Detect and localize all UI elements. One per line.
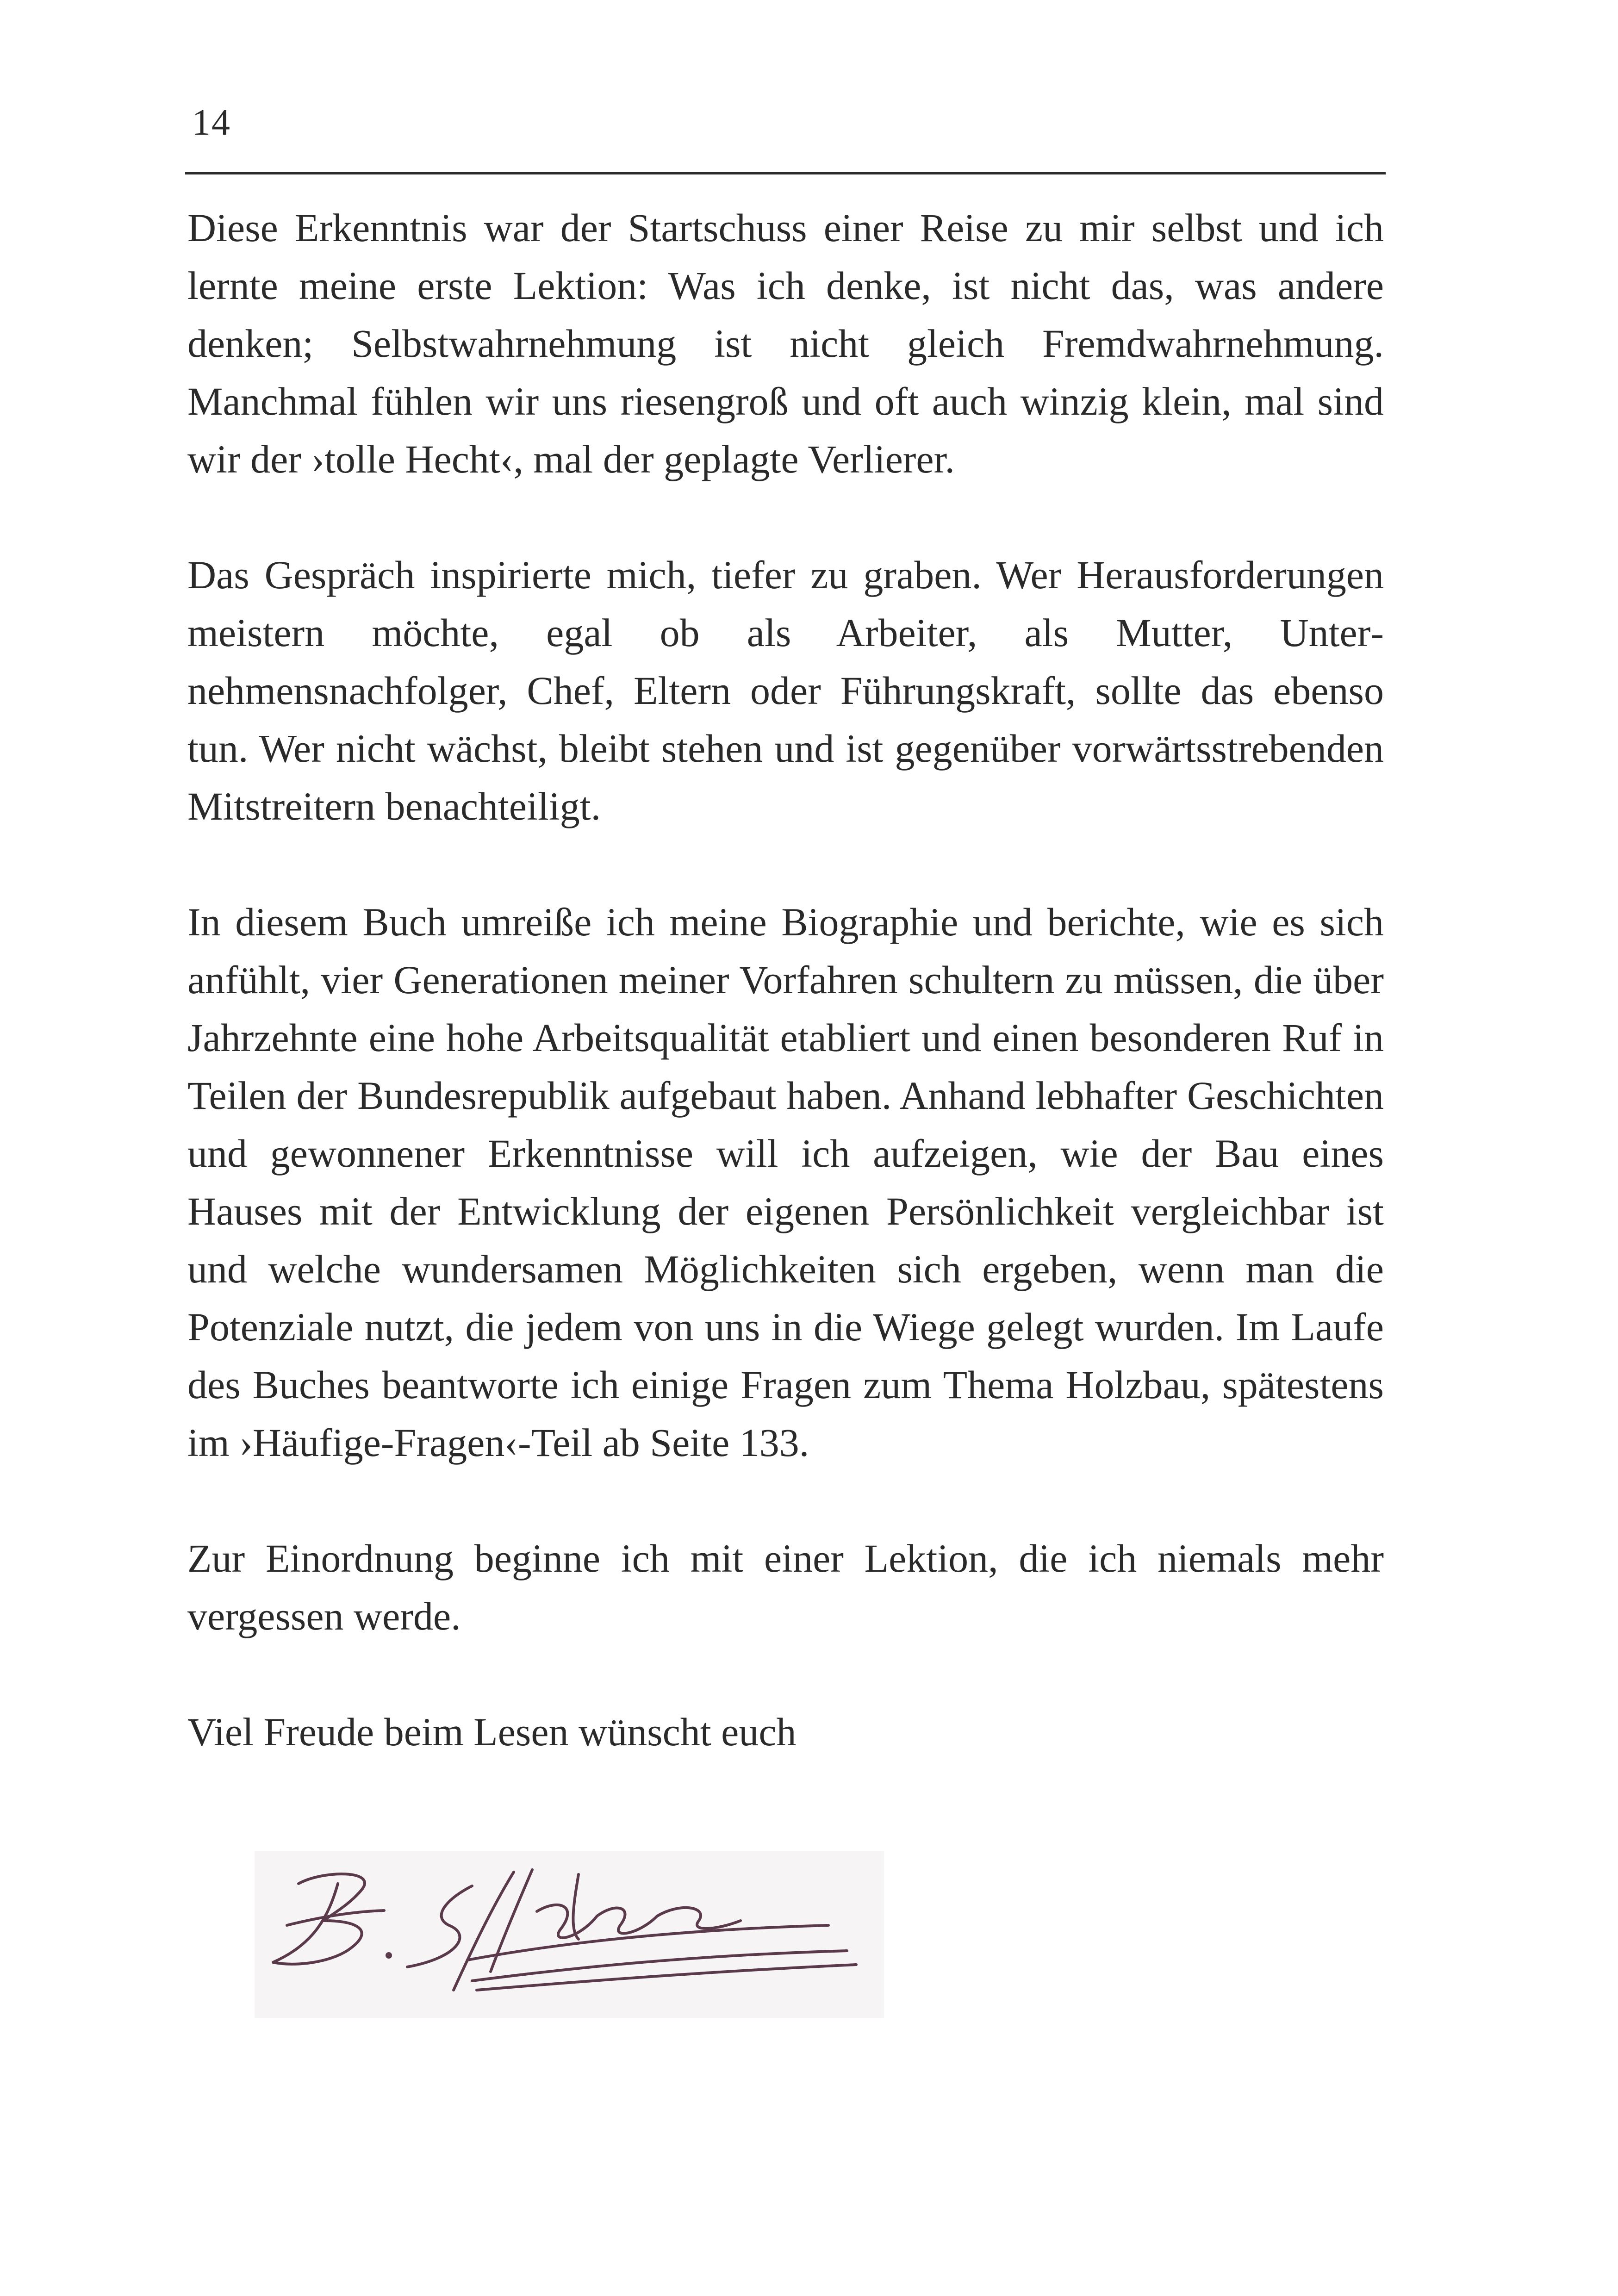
page-number: 14 xyxy=(192,102,231,143)
paragraph-3: In diesem Buch umreiße ich meine Biographie und berichte, wie es sich anfühlt, vier Generationen meiner Vorfahren schultern zu müssen, die über Jahrzehnte eine hohe Arbeitsqualität etabliert und einen besonderen Ruf in Teilen der Bundesrepublik aufgebaut haben. Anhand lebhafter Geschichten und gewonnener Erkenntnisse will ich aufzeigen, wie der Bau eines Hauses mit der Entwicklung der eigenen Persönlichkeit vergleichbar ist und welche wundersamen Möglichkeiten sich ergeben, wenn man die Potenziale nutzt, die jedem von uns in die Wiege gelegt wurden. Im Laufe des Buches beantworte ich einige Fragen zum Thema Holzbau, spätestens im ›Häufige-Fragen‹-Teil ab Seite 133. xyxy=(187,900,1384,1465)
paragraph-4: Zur Einordnung beginne ich mit einer Lektion, die ich niemals mehr vergessen werde. xyxy=(187,1536,1384,1638)
paragraph-1: Diese Erkenntnis war der Startschuss einer Reise zu mir selbst und ich lernte meine erste Lektion: Was ich denke, ist nicht das, was andere denken; Selbstwahrnehmung ist nicht gleich Fremdwahrnehmung. Manchmal fühlen wir uns riesengroß und oft auch winzig klein, mal sind wir der ›tolle Hecht‹, mal der geplagte Verlierer. xyxy=(187,205,1384,481)
paragraph-2: Das Gespräch inspirierte mich, tiefer zu graben. Wer Herausforderungen meistern möchte, egal ob als Arbeiter, als Mutter, Unternehmensnachfolger, Chef, Eltern oder Führungskraft, sollte das ebenso tun. Wer nicht wächst, bleibt stehen und ist gegenüber vorwärtsstrebenden Mitstreitern benachteiligt. xyxy=(187,553,1384,828)
signature-icon xyxy=(255,1851,884,2018)
header-rule xyxy=(185,172,1386,174)
body-text xyxy=(187,199,1384,1761)
closing-line: Viel Freude beim Lesen wünscht euch xyxy=(187,1710,797,1754)
